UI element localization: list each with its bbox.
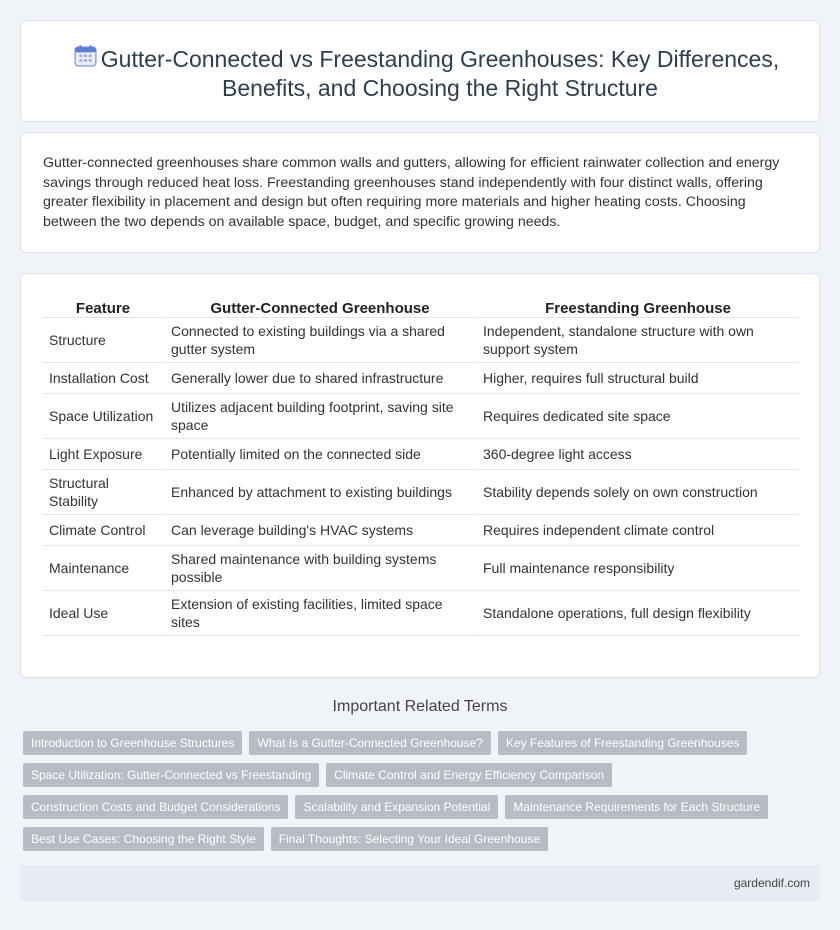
related-terms-tags [23, 731, 823, 859]
freestanding-cell: 360-degree light access [475, 439, 799, 470]
column-header-feature: Feature [43, 296, 163, 318]
table-row [43, 546, 799, 591]
gutter-connected-cell: Can leverage building's HVAC systems [163, 515, 475, 546]
related-term-tag[interactable]: Key Features of Freestanding Greenhouses [498, 731, 747, 755]
gutter-connected-cell: Shared maintenance with building systems possible [163, 546, 475, 591]
gutter-connected-cell: Potentially limited on the connected side [163, 439, 475, 470]
comparison-card [20, 273, 820, 678]
table-row [43, 470, 799, 515]
related-term-tag[interactable]: Final Thoughts: Selecting Your Ideal Greenhouse [271, 827, 548, 851]
freestanding-cell: Requires dedicated site space [475, 394, 799, 439]
feature-cell: Space Utilization [43, 394, 163, 439]
table-row [43, 591, 799, 636]
feature-cell: Structural Stability [43, 470, 163, 515]
comparison-table [43, 296, 799, 636]
table-row [43, 515, 799, 546]
freestanding-cell: Higher, requires full structural build [475, 363, 799, 394]
gutter-connected-cell: Generally lower due to shared infrastructure [163, 363, 475, 394]
table-row [43, 439, 799, 470]
intro-paragraph: Gutter-connected greenhouses share common walls and gutters, allowing for efficient rainwater collection and energy savings through reduced heat loss. Freestanding greenhouses stand independently with four distinct walls, offering greater flexibility in placement and design but often requiring more materials and higher heating costs. Choosing between the two depends on available space, budget, and specific growing needs. [43, 155, 780, 230]
gutter-connected-cell: Connected to existing buildings via a shared gutter system [163, 318, 475, 363]
tag-row [23, 827, 823, 851]
freestanding-cell: Full maintenance responsibility [475, 546, 799, 591]
freestanding-cell: Standalone operations, full design flexibility [475, 591, 799, 636]
intro-card [20, 132, 820, 253]
related-term-tag[interactable]: Scalability and Expansion Potential [295, 795, 498, 819]
gutter-connected-cell: Utilizes adjacent building footprint, saving site space [163, 394, 475, 439]
table-row [43, 363, 799, 394]
related-term-tag[interactable]: Climate Control and Energy Efficiency Comparison [326, 763, 612, 787]
column-header-freestanding: Freestanding Greenhouse [475, 296, 799, 318]
related-term-tag[interactable]: Maintenance Requirements for Each Structure [505, 795, 768, 819]
freestanding-cell: Independent, standalone structure with own support system [475, 318, 799, 363]
footer [20, 865, 820, 901]
column-header-gutter-connected: Gutter-Connected Greenhouse [163, 296, 475, 318]
related-terms-heading: Important Related Terms [332, 698, 508, 715]
feature-cell: Climate Control [43, 515, 163, 546]
related-term-tag[interactable]: Introduction to Greenhouse Structures [23, 731, 242, 755]
table-header-row [43, 296, 799, 318]
feature-cell: Maintenance [43, 546, 163, 591]
tag-row [23, 795, 823, 819]
related-term-tag[interactable]: Construction Costs and Budget Considerations [23, 795, 288, 819]
related-term-tag[interactable]: Best Use Cases: Choosing the Right Style [23, 827, 264, 851]
tag-row [23, 763, 823, 787]
feature-cell: Ideal Use [43, 591, 163, 636]
table-row [43, 318, 799, 363]
page-title: Gutter-Connected vs Freestanding Greenhouses: Key Differences, Benefits, and Choosing the Right Structure [100, 46, 780, 101]
feature-cell: Structure [43, 318, 163, 363]
table-row [43, 394, 799, 439]
freestanding-cell: Requires independent climate control [475, 515, 799, 546]
tag-row [23, 731, 823, 755]
freestanding-cell: Stability depends solely on own construction [475, 470, 799, 515]
related-term-tag[interactable]: Space Utilization: Gutter-Connected vs Freestanding [23, 763, 319, 787]
title-card [20, 20, 820, 122]
gutter-connected-cell: Enhanced by attachment to existing buildings [163, 470, 475, 515]
gutter-connected-cell: Extension of existing facilities, limited space sites [163, 591, 475, 636]
feature-cell: Light Exposure [43, 439, 163, 470]
footer-site-link[interactable]: gardendif.com [733, 876, 810, 890]
feature-cell: Installation Cost [43, 363, 163, 394]
related-term-tag[interactable]: What Is a Gutter-Connected Greenhouse? [249, 731, 490, 755]
